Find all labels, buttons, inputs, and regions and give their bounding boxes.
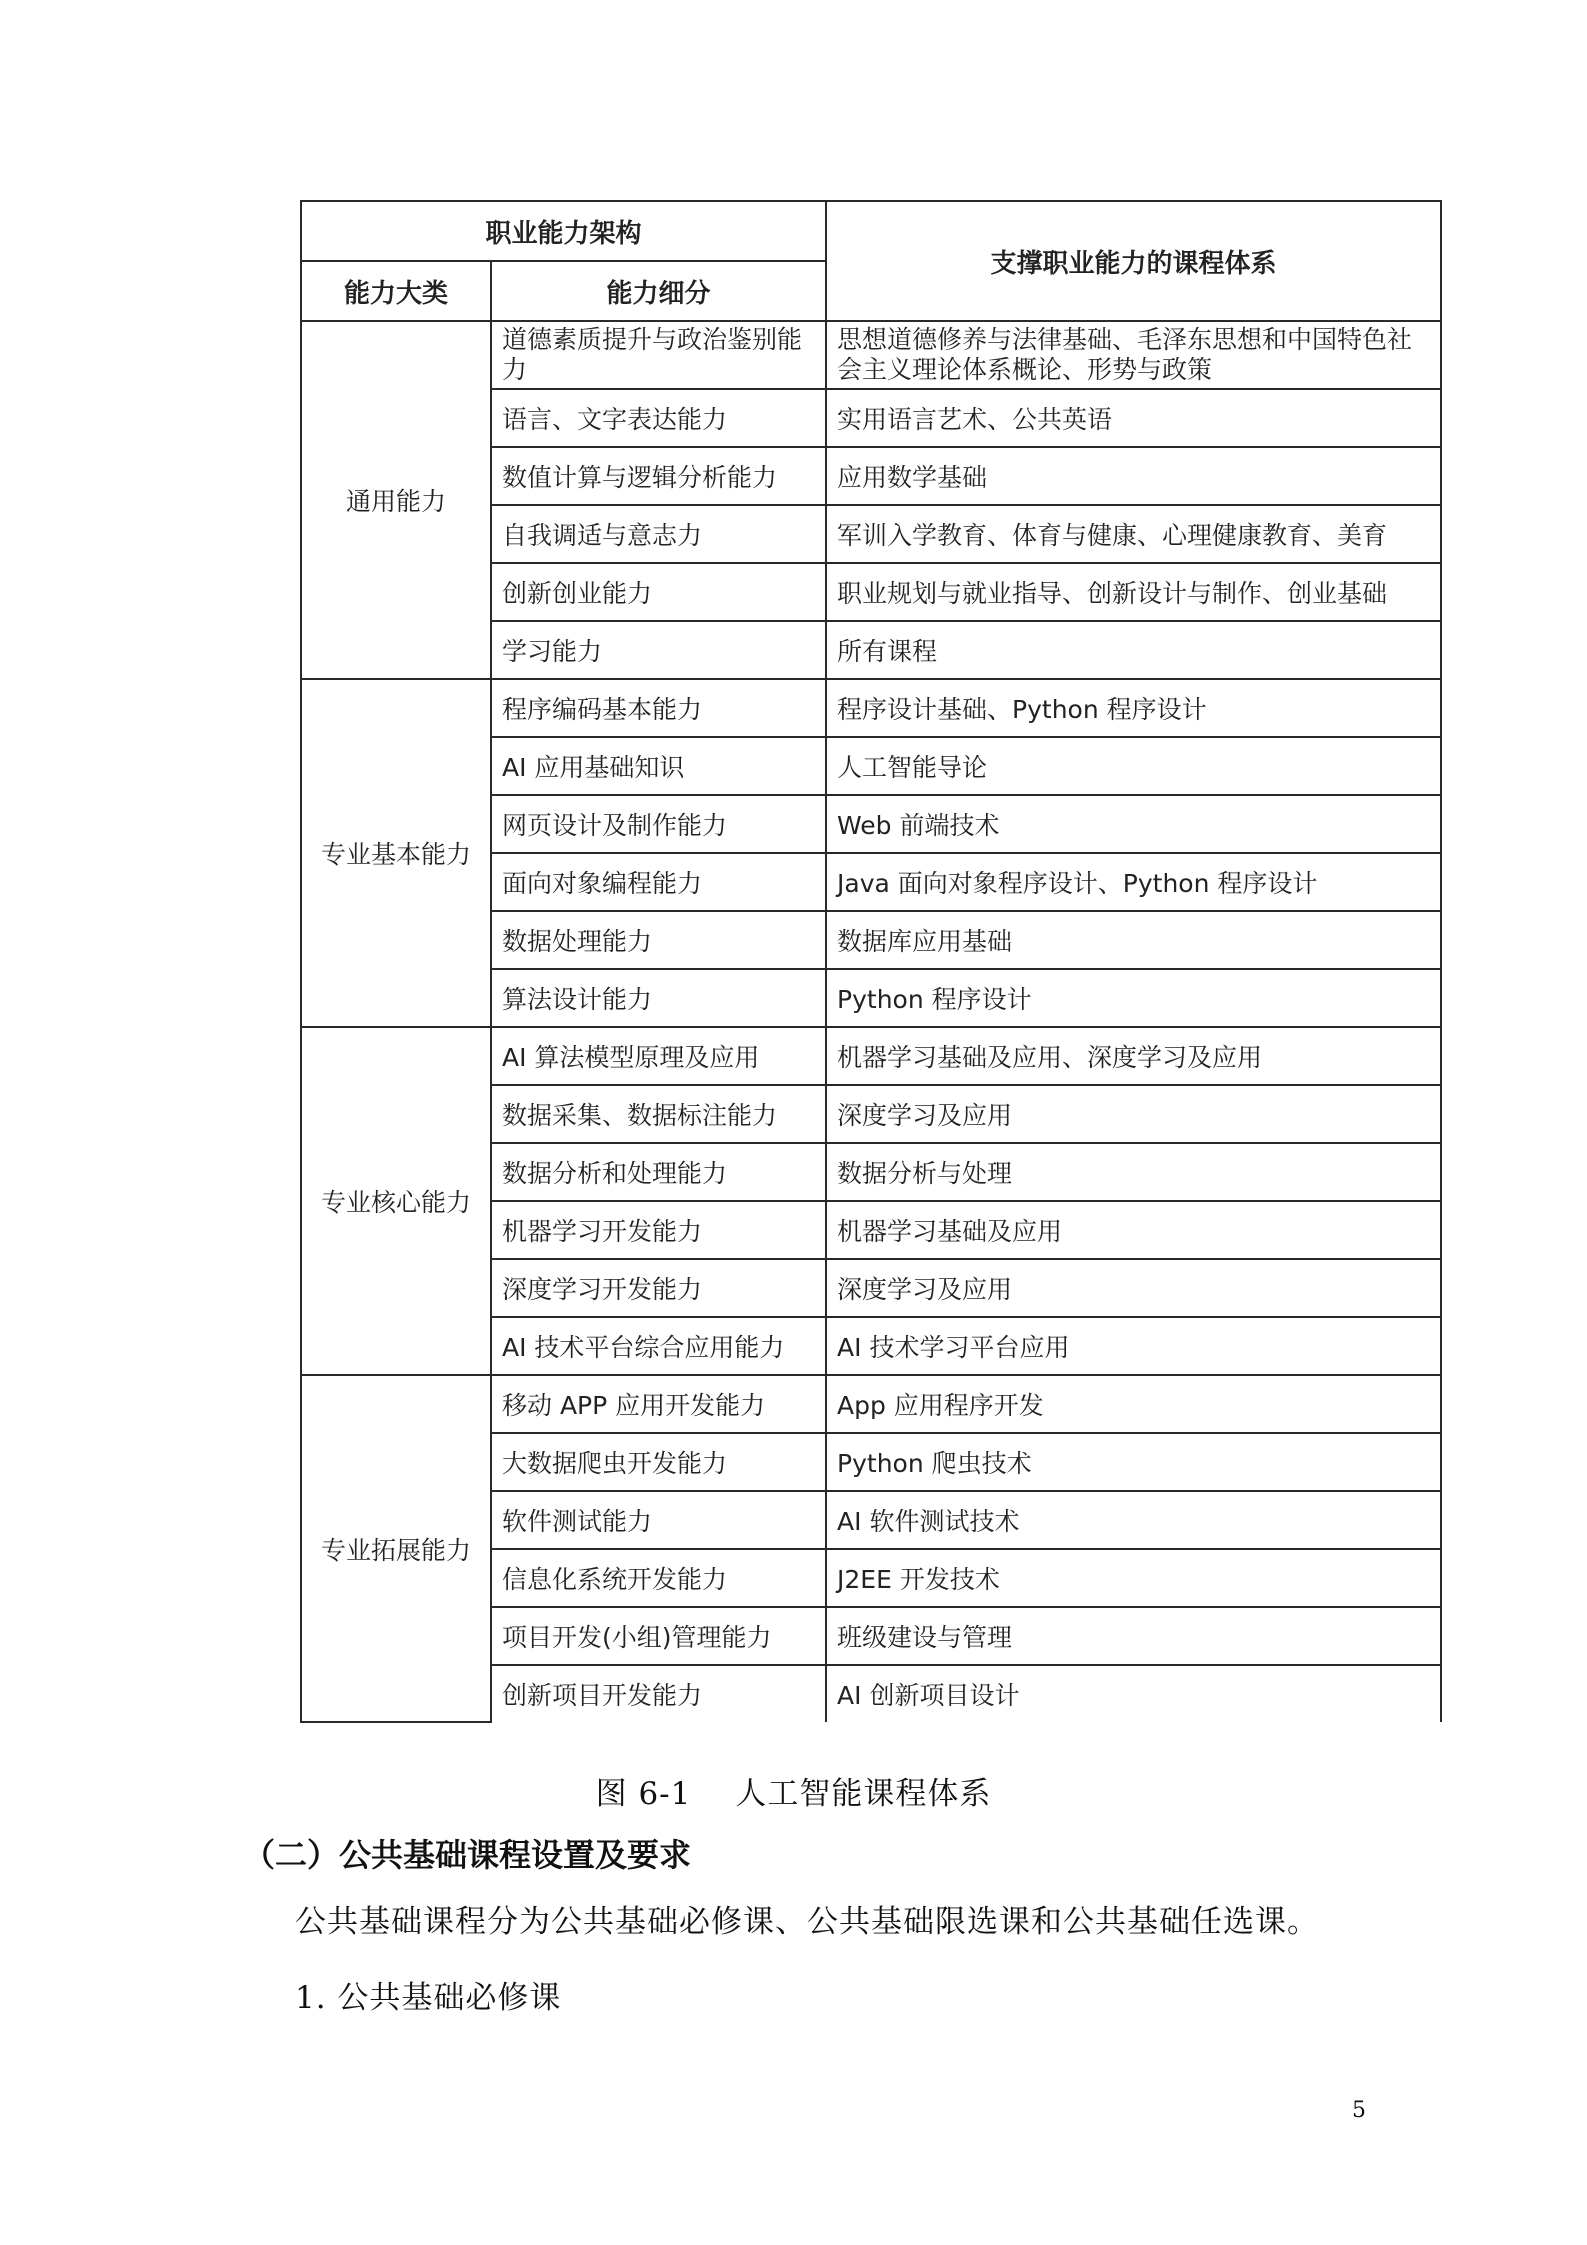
subsection-heading: 1. 公共基础必修课 — [295, 1980, 562, 2016]
ability-cell: 数据处理能力 — [491, 911, 826, 969]
course-cell: AI 软件测试技术 — [826, 1491, 1441, 1549]
ability-cell: 语言、文字表达能力 — [491, 389, 826, 447]
ability-cell: 创新项目开发能力 — [491, 1665, 826, 1722]
course-cell: 机器学习基础及应用 — [826, 1201, 1441, 1259]
ability-cell: 学习能力 — [491, 621, 826, 679]
ability-cell: AI 技术平台综合应用能力 — [491, 1317, 826, 1375]
body-paragraph: 公共基础课程分为公共基础必修课、公共基础限选课和公共基础任选课。 — [295, 1904, 1319, 1940]
course-cell: 机器学习基础及应用、深度学习及应用 — [826, 1027, 1441, 1085]
course-cell: 班级建设与管理 — [826, 1607, 1441, 1665]
ability-cell: 面向对象编程能力 — [491, 853, 826, 911]
course-cell: 职业规划与就业指导、创新设计与制作、创业基础 — [826, 563, 1441, 621]
category-cell: 专业基本能力 — [301, 679, 491, 1027]
course-cell: 军训入学教育、体育与健康、心理健康教育、美育 — [826, 505, 1441, 563]
ability-cell: 创新创业能力 — [491, 563, 826, 621]
ability-cell: 道德素质提升与政治鉴别能力 — [491, 321, 826, 389]
ability-cell: 网页设计及制作能力 — [491, 795, 826, 853]
ability-cell: 信息化系统开发能力 — [491, 1549, 826, 1607]
course-cell: 数据库应用基础 — [826, 911, 1441, 969]
ability-cell: 程序编码基本能力 — [491, 679, 826, 737]
figure-title: 人工智能课程体系 — [735, 1776, 992, 1812]
table-crop-edge — [296, 1745, 1446, 1751]
ability-cell: AI 应用基础知识 — [491, 737, 826, 795]
course-cell: 实用语言艺术、公共英语 — [826, 389, 1441, 447]
category-cell: 通用能力 — [301, 321, 491, 679]
ability-cell: 移动 APP 应用开发能力 — [491, 1375, 826, 1433]
category-cell: 专业拓展能力 — [301, 1375, 491, 1722]
course-cell: 深度学习及应用 — [826, 1259, 1441, 1317]
course-cell: 思想道德修养与法律基础、毛泽东思想和中国特色社会主义理论体系概论、形势与政策 — [826, 321, 1441, 389]
course-cell: 数据分析与处理 — [826, 1143, 1441, 1201]
page-number: 5 — [1352, 2098, 1366, 2123]
course-cell: App 应用程序开发 — [826, 1375, 1441, 1433]
course-cell: AI 创新项目设计 — [826, 1665, 1441, 1722]
course-cell: Python 程序设计 — [826, 969, 1441, 1027]
course-cell: Java 面向对象程序设计、Python 程序设计 — [826, 853, 1441, 911]
header-framework: 职业能力架构 — [301, 201, 826, 261]
figure-number: 图 6-1 — [595, 1776, 692, 1812]
header-detail: 能力细分 — [491, 261, 826, 321]
ability-cell: 深度学习开发能力 — [491, 1259, 826, 1317]
ability-cell: 项目开发(小组)管理能力 — [491, 1607, 826, 1665]
ability-cell: 算法设计能力 — [491, 969, 826, 1027]
section-heading: （二）公共基础课程设置及要求 — [243, 1836, 692, 1874]
course-cell: 深度学习及应用 — [826, 1085, 1441, 1143]
ability-cell: AI 算法模型原理及应用 — [491, 1027, 826, 1085]
figure-caption — [0, 1768, 1587, 1813]
course-cell: J2EE 开发技术 — [826, 1549, 1441, 1607]
course-cell: 所有课程 — [826, 621, 1441, 679]
header-courses: 支撑职业能力的课程体系 — [826, 201, 1441, 321]
ability-cell: 数据采集、数据标注能力 — [491, 1085, 826, 1143]
course-cell: 程序设计基础、Python 程序设计 — [826, 679, 1441, 737]
header-category: 能力大类 — [301, 261, 491, 321]
category-cell: 专业核心能力 — [301, 1027, 491, 1375]
ability-cell: 数值计算与逻辑分析能力 — [491, 447, 826, 505]
ability-cell: 机器学习开发能力 — [491, 1201, 826, 1259]
ability-cell: 大数据爬虫开发能力 — [491, 1433, 826, 1491]
course-cell: Web 前端技术 — [826, 795, 1441, 853]
ability-cell: 软件测试能力 — [491, 1491, 826, 1549]
course-cell: AI 技术学习平台应用 — [826, 1317, 1441, 1375]
ability-cell: 自我调适与意志力 — [491, 505, 826, 563]
course-cell: 应用数学基础 — [826, 447, 1441, 505]
course-cell: 人工智能导论 — [826, 737, 1441, 795]
ability-course-table — [300, 200, 1442, 1723]
course-cell: Python 爬虫技术 — [826, 1433, 1441, 1491]
ability-cell: 数据分析和处理能力 — [491, 1143, 826, 1201]
